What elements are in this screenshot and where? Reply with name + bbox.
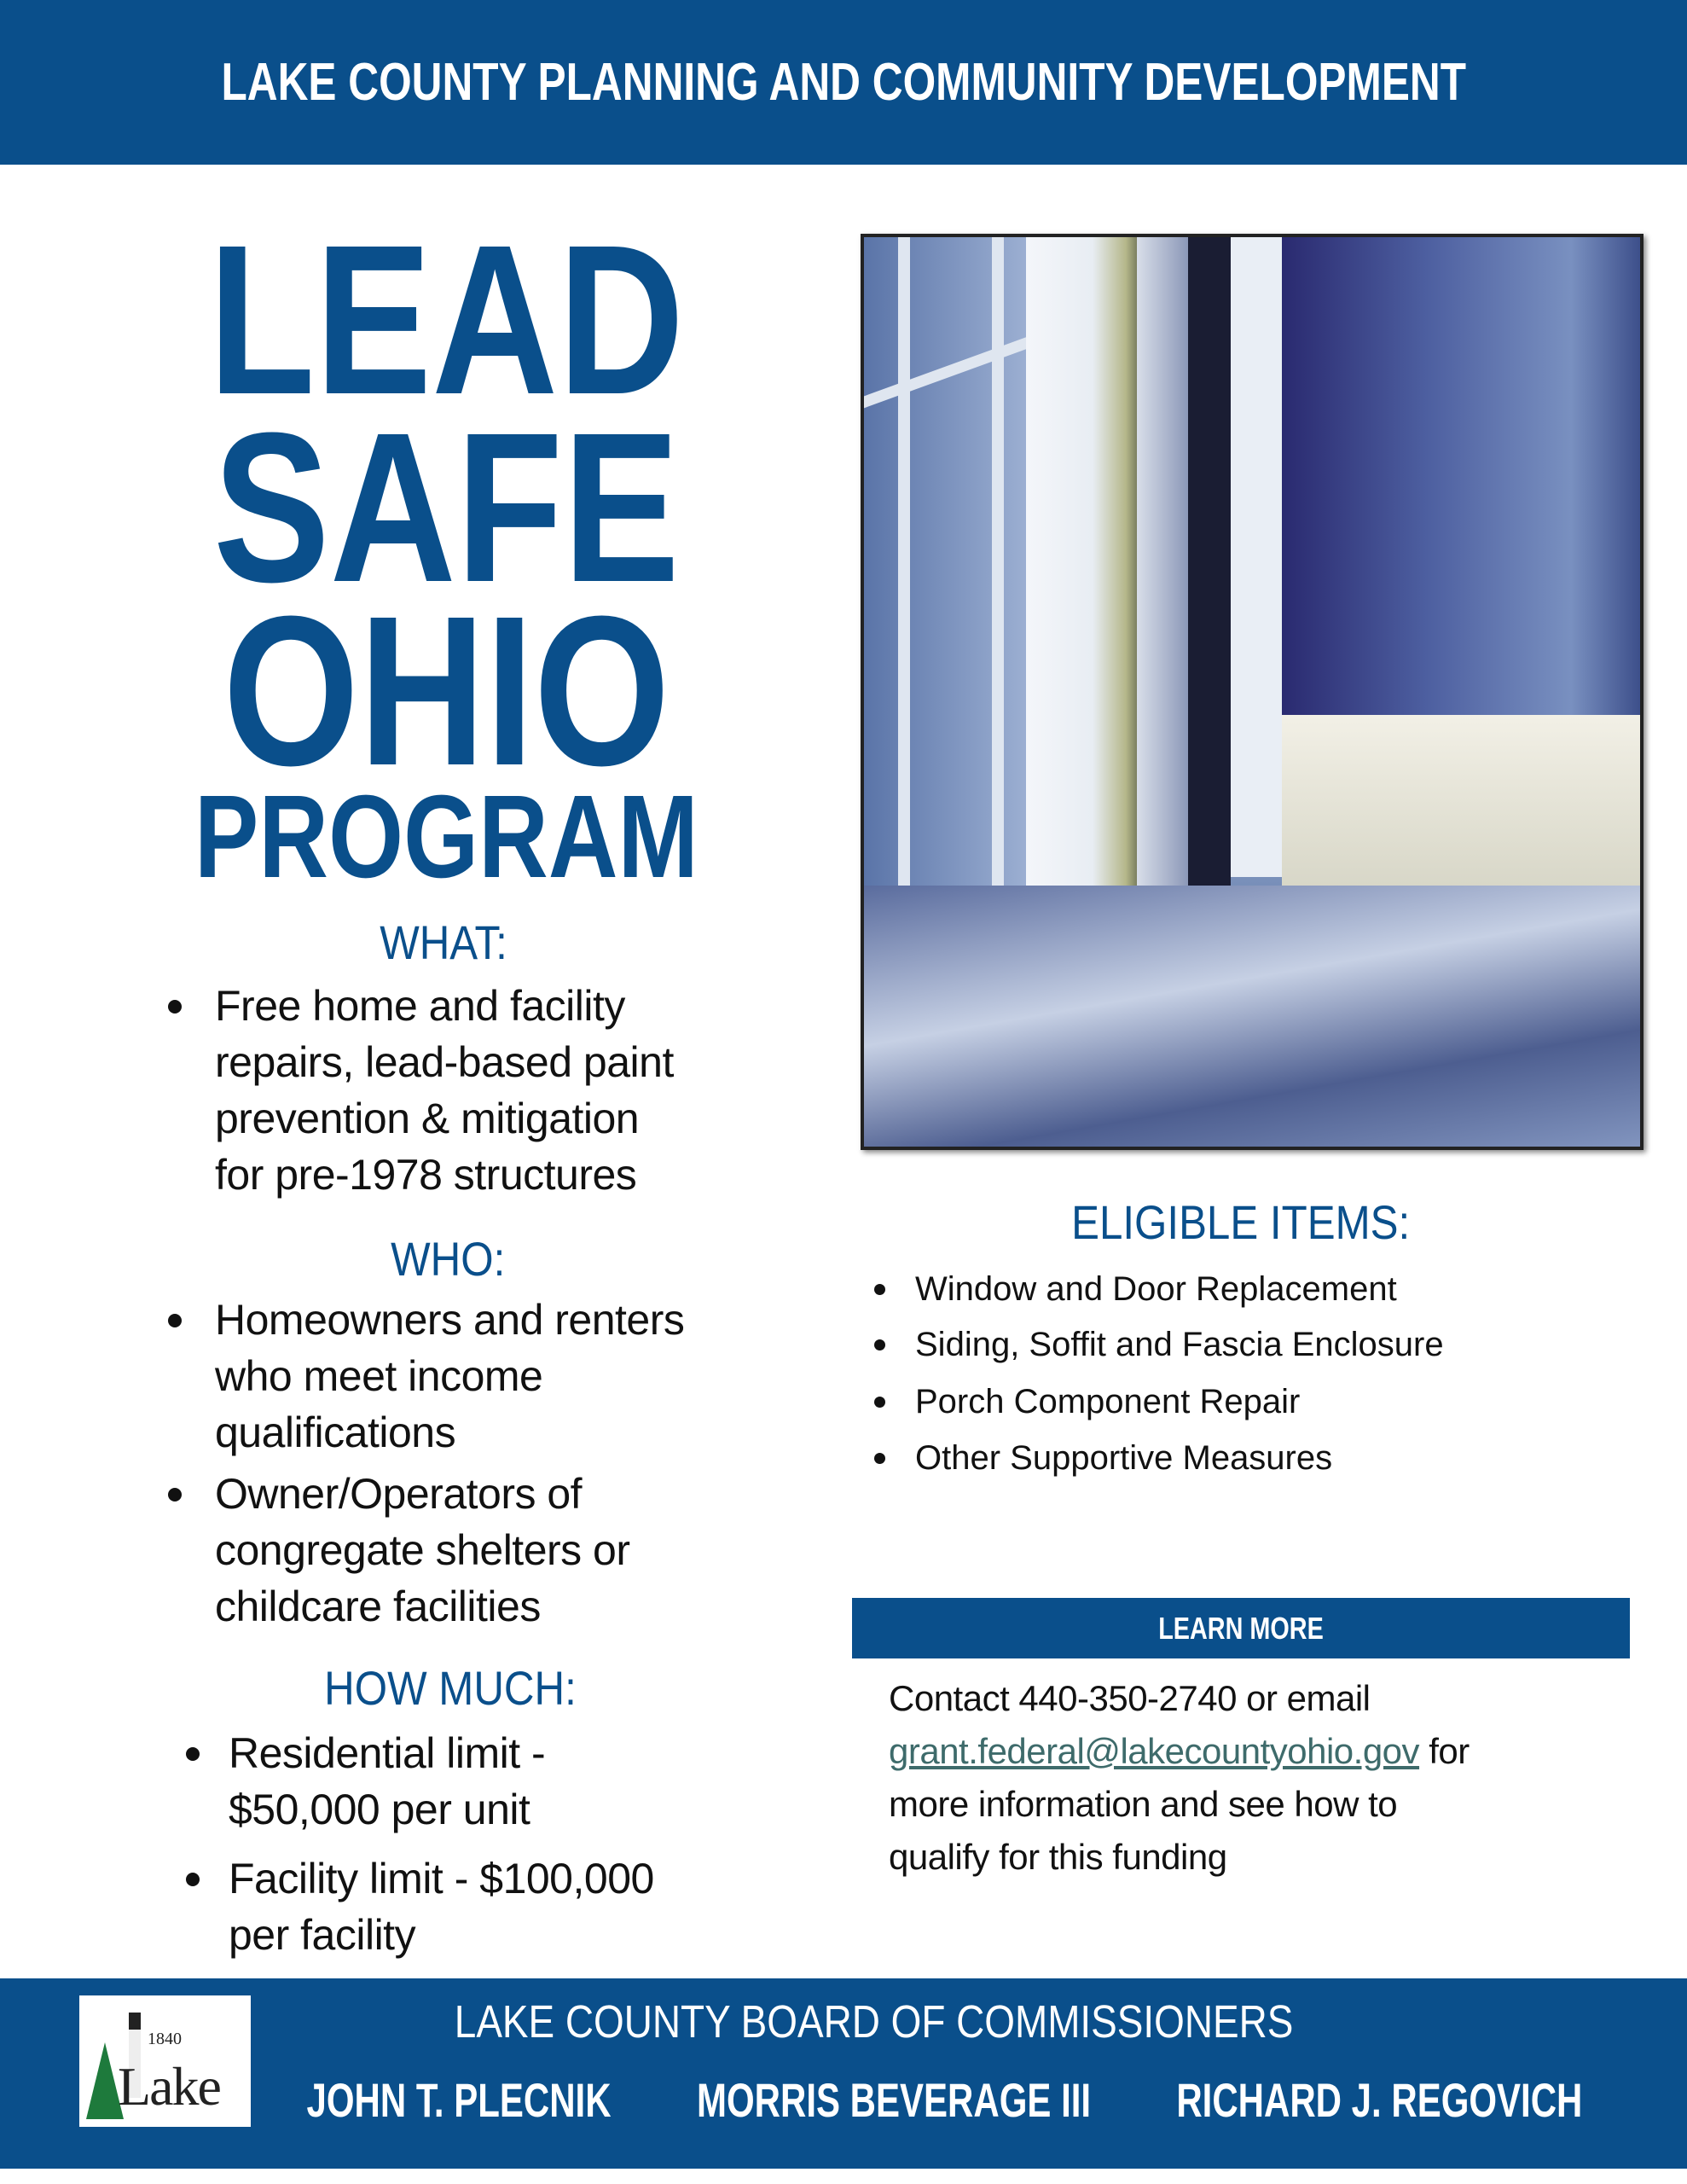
who-bullet: Homeowners and renters who meet income qualifications [215,1292,684,1461]
email-link[interactable]: grant.federal@lakecountyohio.gov [889,1731,1420,1771]
title-ohio: OHIO [223,572,670,810]
how-much-bullet: Facility limit - $100,000 per facility [229,1850,654,1963]
eligible-item: Window and Door Replacement [915,1261,1397,1317]
title-lead: LEAD [207,200,685,439]
learn-more-label: LEARN MORE [1158,1610,1324,1646]
learn-more-banner [852,1598,1630,1658]
title-program: PROGRAM [194,771,699,903]
board-title: LAKE COUNTY BOARD OF COMMISSIONERS [455,1996,1294,2048]
footer-banner [0,1978,1687,2169]
how-much-heading: HOW MUCH: [324,1661,577,1715]
contact-info: Contact 440-350-2740 or email grant.federal@lakecountyohio.gov for more information and see how to qualify for this funding [889,1678,1470,1877]
header-banner [0,0,1687,165]
eligible-item: Siding, Soffit and Fascia Enclosure [915,1316,1444,1373]
who-bullet: Owner/Operators of congregate shelters or childcare facilities [215,1466,630,1635]
org-name: LAKE COUNTY PLANNING AND COMMUNITY DEVELOPMENT [221,53,1466,112]
who-heading: WHO: [390,1232,506,1286]
what-bullet: Free home and facility repairs, lead-based paint prevention & mitigation for pre-1978 structures [215,978,674,1203]
eligible-heading: ELIGIBLE ITEMS: [1071,1195,1411,1249]
commissioner-name: JOHN T. PLECNIK [306,2073,612,2127]
eligible-item: Porch Component Repair [915,1374,1300,1430]
eligible-item: Other Supportive Measures [915,1430,1332,1486]
lake-county-logo: 1840 Lake [79,1995,251,2127]
commissioner-name: MORRIS BEVERAGE III [697,2073,1092,2127]
title-safe: SAFE [212,388,680,626]
what-heading: WHAT: [380,915,507,969]
commissioner-name: RICHARD J. REGOVICH [1176,2073,1583,2127]
peeling-paint-window-photo [861,234,1644,1150]
how-much-bullet: Residential limit - $50,000 per unit [229,1725,545,1838]
